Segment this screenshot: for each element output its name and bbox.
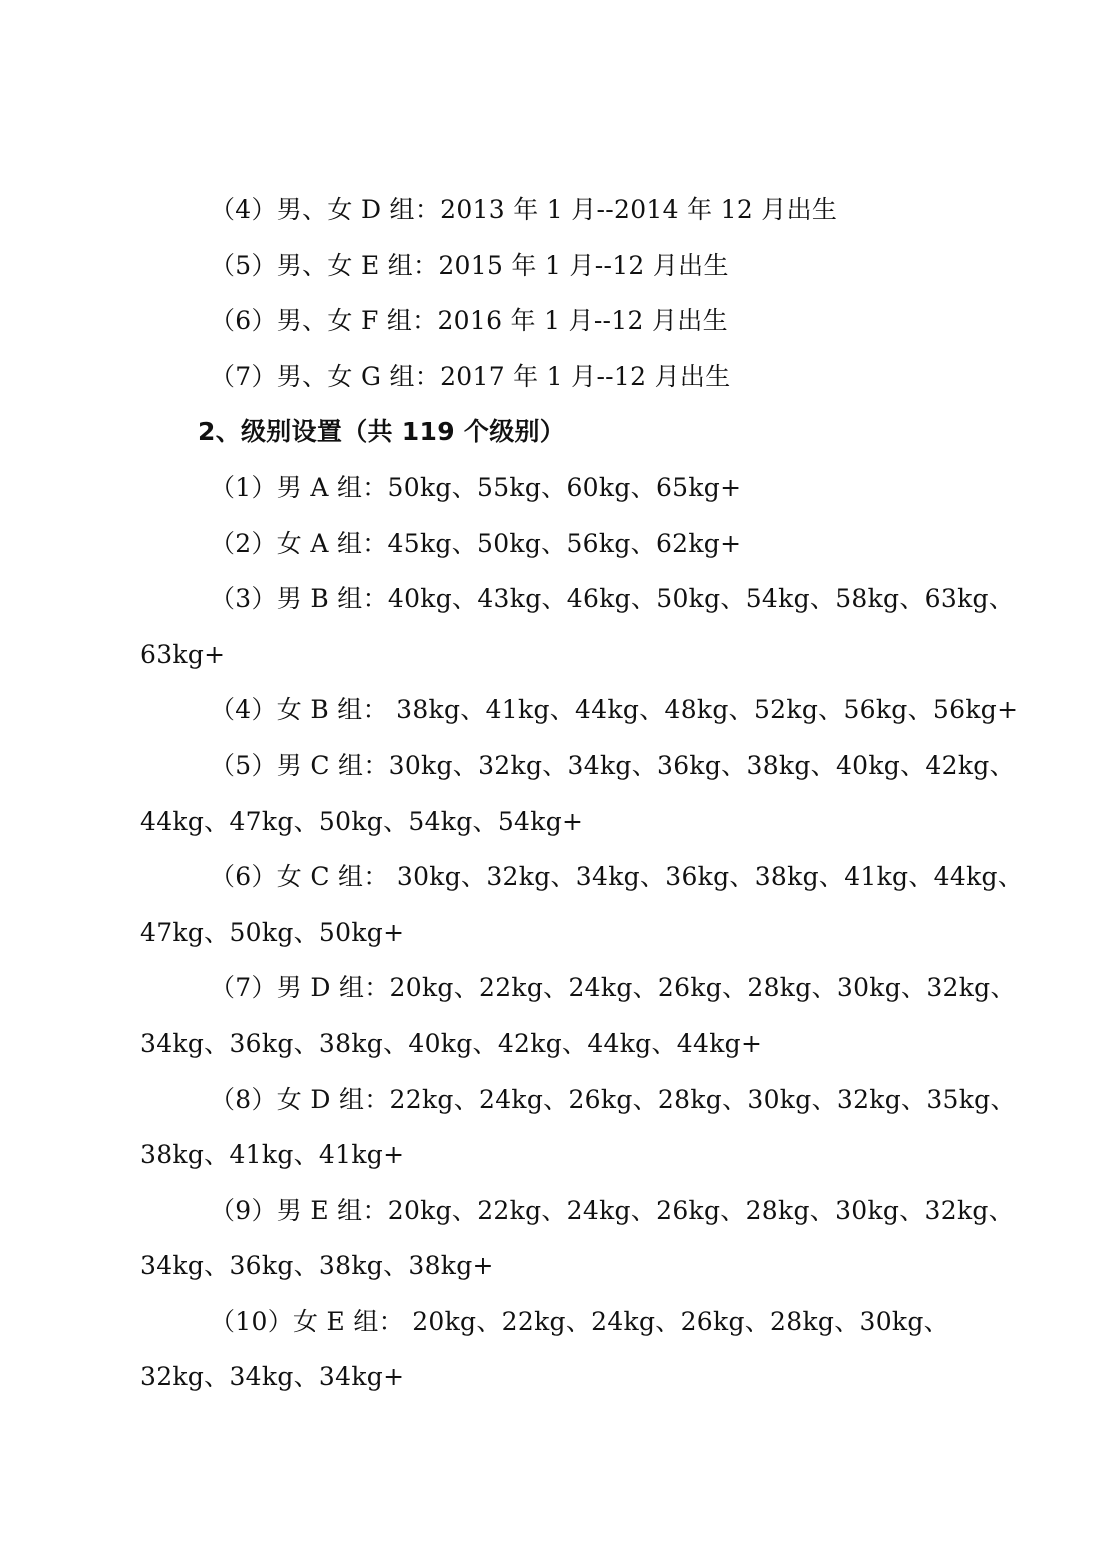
birth-group-d: （4）男、女 D 组：2013 年 1 月--2014 年 12 月出生 [210,195,838,224]
document-body [140,182,1024,1405]
birth-group-f: （6）男、女 F 组：2016 年 1 月--12 月出生 [210,306,728,336]
weight-class-8: （8）女 D 组：22kg、24kg、26kg、28kg、30kg、32kg、35kg、 [210,1084,1016,1114]
weight-class-6-continued: 47kg、50kg、50kg+ [140,917,405,947]
weight-class-6: （6）女 C 组： 30kg、32kg、34kg、36kg、38kg、41kg、44kg、 [210,862,1024,892]
weight-class-3: （3）男 B 组：40kg、43kg、46kg、50kg、54kg、58kg、63kg、 [210,584,1015,614]
birth-group-e: （5）男、女 E 组：2015 年 1 月--12 月出生 [210,250,729,280]
birth-group-g: （7）男、女 G 组：2017 年 1 月--12 月出生 [210,361,731,391]
section-heading: 2、级别设置（共 119 个级别） [198,417,566,447]
weight-class-4: （4）女 B 组： 38kg、41kg、44kg、48kg、52kg、56kg、56kg+ [210,695,1019,725]
weight-class-1: （1）男 A 组：50kg、55kg、60kg、65kg+ [210,472,742,502]
weight-class-8-continued: 38kg、41kg、41kg+ [140,1140,405,1170]
weight-class-7: （7）男 D 组：20kg、22kg、24kg、26kg、28kg、30kg、32kg、 [210,973,1016,1003]
weight-class-10: （10）女 E 组： 20kg、22kg、24kg、26kg、28kg、30kg、 [210,1306,949,1336]
weight-class-2: （2）女 A 组：45kg、50kg、56kg、62kg+ [210,528,742,558]
weight-class-9: （9）男 E 组：20kg、22kg、24kg、26kg、28kg、30kg、32kg、 [210,1195,1014,1225]
weight-class-5-continued: 44kg、47kg、50kg、54kg、54kg+ [140,806,584,836]
weight-class-3-continued: 63kg+ [140,639,226,669]
weight-class-9-continued: 34kg、36kg、38kg、38kg+ [140,1251,494,1281]
weight-class-10-continued: 32kg、34kg、34kg+ [140,1362,405,1392]
weight-class-7-continued: 34kg、36kg、38kg、40kg、42kg、44kg、44kg+ [140,1028,763,1058]
weight-class-5: （5）男 C 组：30kg、32kg、34kg、36kg、38kg、40kg、42kg、 [210,750,1015,780]
